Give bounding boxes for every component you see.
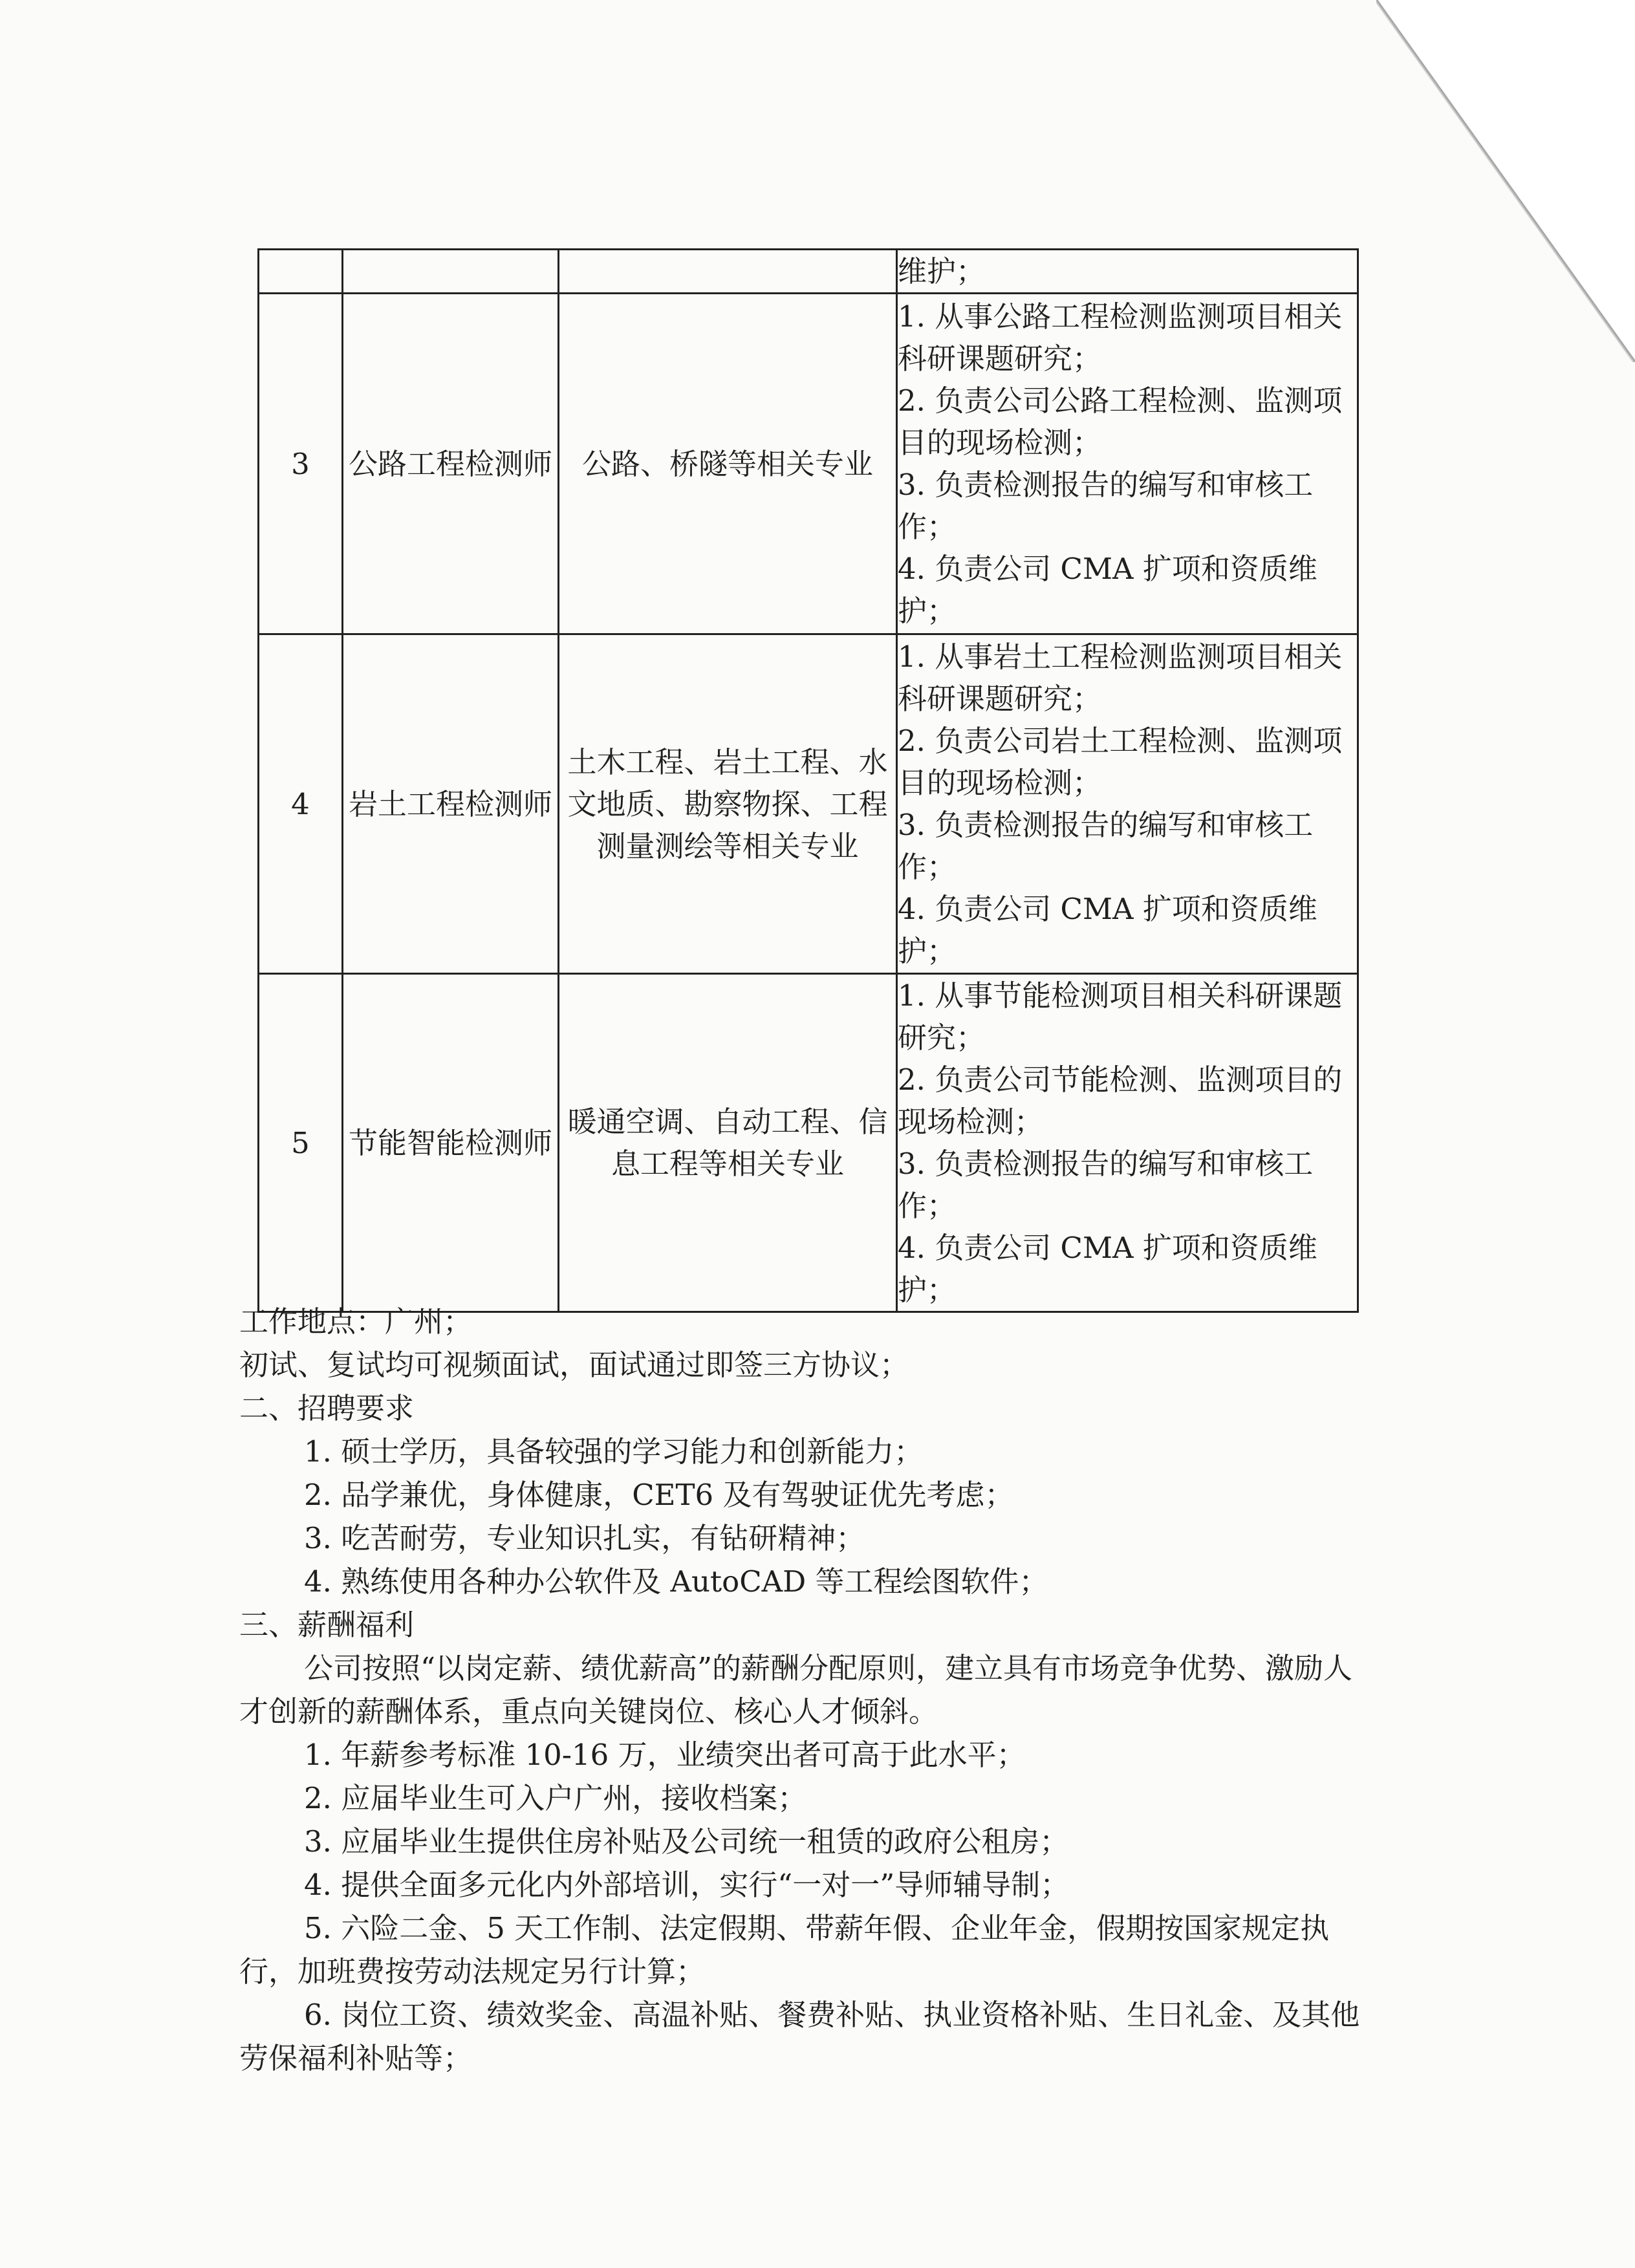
job-duties <box>897 974 1358 1312</box>
benefits-intro: 公司按照“以岗定薪、绩优薪高”的薪酬分配原则，建立具有市场竞争优势、激励人才创新的薪酬体系，重点向关键岗位、核心人才倾斜。 <box>239 1651 1353 1729</box>
job-table <box>257 248 1359 1313</box>
job-number: 4 <box>259 634 343 974</box>
job-major: 公路、桥隧等相关专业 <box>559 294 897 634</box>
job-number: 3 <box>259 294 343 634</box>
requirement-item: 2. 品学兼优，身体健康，CET6 及有驾驶证优先考虑； <box>304 1478 1014 1512</box>
duty-item: 1. 从事岩土工程检测监测项目相关科研课题研究； <box>898 640 1343 716</box>
duty-item: 1. 从事节能检测项目相关科研课题研究； <box>898 978 1343 1055</box>
benefit-item: 6. 岗位工资、绩效奖金、高温补贴、餐费补贴、执业资格补贴、生日礼金、及其他劳保福利补贴等； <box>239 1998 1360 2075</box>
duty-item: 3. 负责检测报告的编写和审核工作； <box>898 468 1314 544</box>
duty-item: 1. 从事公路工程检测监测项目相关科研课题研究； <box>898 299 1343 376</box>
interview-note: 初试、复试均可视频面试，面试通过即签三方协议； <box>239 1348 909 1382</box>
table-cell-major <box>559 250 897 294</box>
work-location: 工作地点：广州； <box>239 1304 473 1339</box>
job-major: 暖通空调、自动工程、信息工程等相关专业 <box>559 974 897 1312</box>
section-heading-benefits: 三、薪酬福利 <box>239 1608 415 1642</box>
duty-item: 2. 负责公司公路工程检测、监测项目的现场检测； <box>898 383 1343 460</box>
benefit-item: 4. 提供全面多元化内外部培训，实行“一对一”导师辅导制； <box>304 1868 1070 1902</box>
duty-text: 维护； <box>898 254 986 288</box>
table-row <box>259 634 1358 974</box>
table-cell-number <box>259 250 343 294</box>
benefit-item: 2. 应届毕业生可入户广州，接收档案； <box>304 1781 807 1815</box>
requirement-item: 4. 熟练使用各种办公软件及 AutoCAD 等工程绘图软件； <box>304 1564 1048 1599</box>
table-row <box>259 974 1358 1312</box>
benefit-item: 5. 六险二金、5 天工作制、法定假期、带薪年假、企业年金，假期按国家规定执行，加班费按劳动法规定另行计算； <box>239 1911 1330 1989</box>
table-row <box>259 294 1358 634</box>
requirement-item: 3. 吃苦耐劳，专业知识扎实，有钻研精神； <box>304 1521 865 1555</box>
benefit-item: 3. 应届毕业生提供住房补贴及公司统一租赁的政府公租房； <box>304 1824 1069 1859</box>
document-body <box>239 1300 1378 2080</box>
table-cell-title <box>343 250 559 294</box>
job-title: 岩土工程检测师 <box>343 634 559 974</box>
job-title: 节能智能检测师 <box>343 974 559 1312</box>
table-cell-duty <box>897 250 1358 294</box>
duty-item: 2. 负责公司节能检测、监测项目的现场检测； <box>898 1063 1343 1139</box>
page-corner-edge <box>1376 0 1635 362</box>
job-major: 土木工程、岩土工程、水文地质、勘察物探、工程测量测绘等相关专业 <box>559 634 897 974</box>
job-number: 5 <box>259 974 343 1312</box>
benefit-item: 1. 年薪参考标准 10-16 万，业绩突出者可高于此水平； <box>304 1738 1026 1772</box>
duty-item: 4. 负责公司 CMA 扩项和资质维护； <box>898 1231 1317 1307</box>
job-duties <box>897 634 1358 974</box>
duty-item: 4. 负责公司 CMA 扩项和资质维护； <box>898 552 1317 628</box>
requirement-item: 1. 硕士学历，具备较强的学习能力和创新能力； <box>304 1434 924 1469</box>
duty-item: 2. 负责公司岩土工程检测、监测项目的现场检测； <box>898 724 1343 800</box>
duty-item: 3. 负责检测报告的编写和审核工作； <box>898 1147 1314 1223</box>
job-title: 公路工程检测师 <box>343 294 559 634</box>
duty-item: 3. 负责检测报告的编写和审核工作； <box>898 808 1314 884</box>
duty-item: 4. 负责公司 CMA 扩项和资质维护； <box>898 892 1317 968</box>
job-duties <box>897 294 1358 634</box>
table-row <box>259 250 1358 294</box>
section-heading-requirements: 二、招聘要求 <box>239 1391 415 1425</box>
